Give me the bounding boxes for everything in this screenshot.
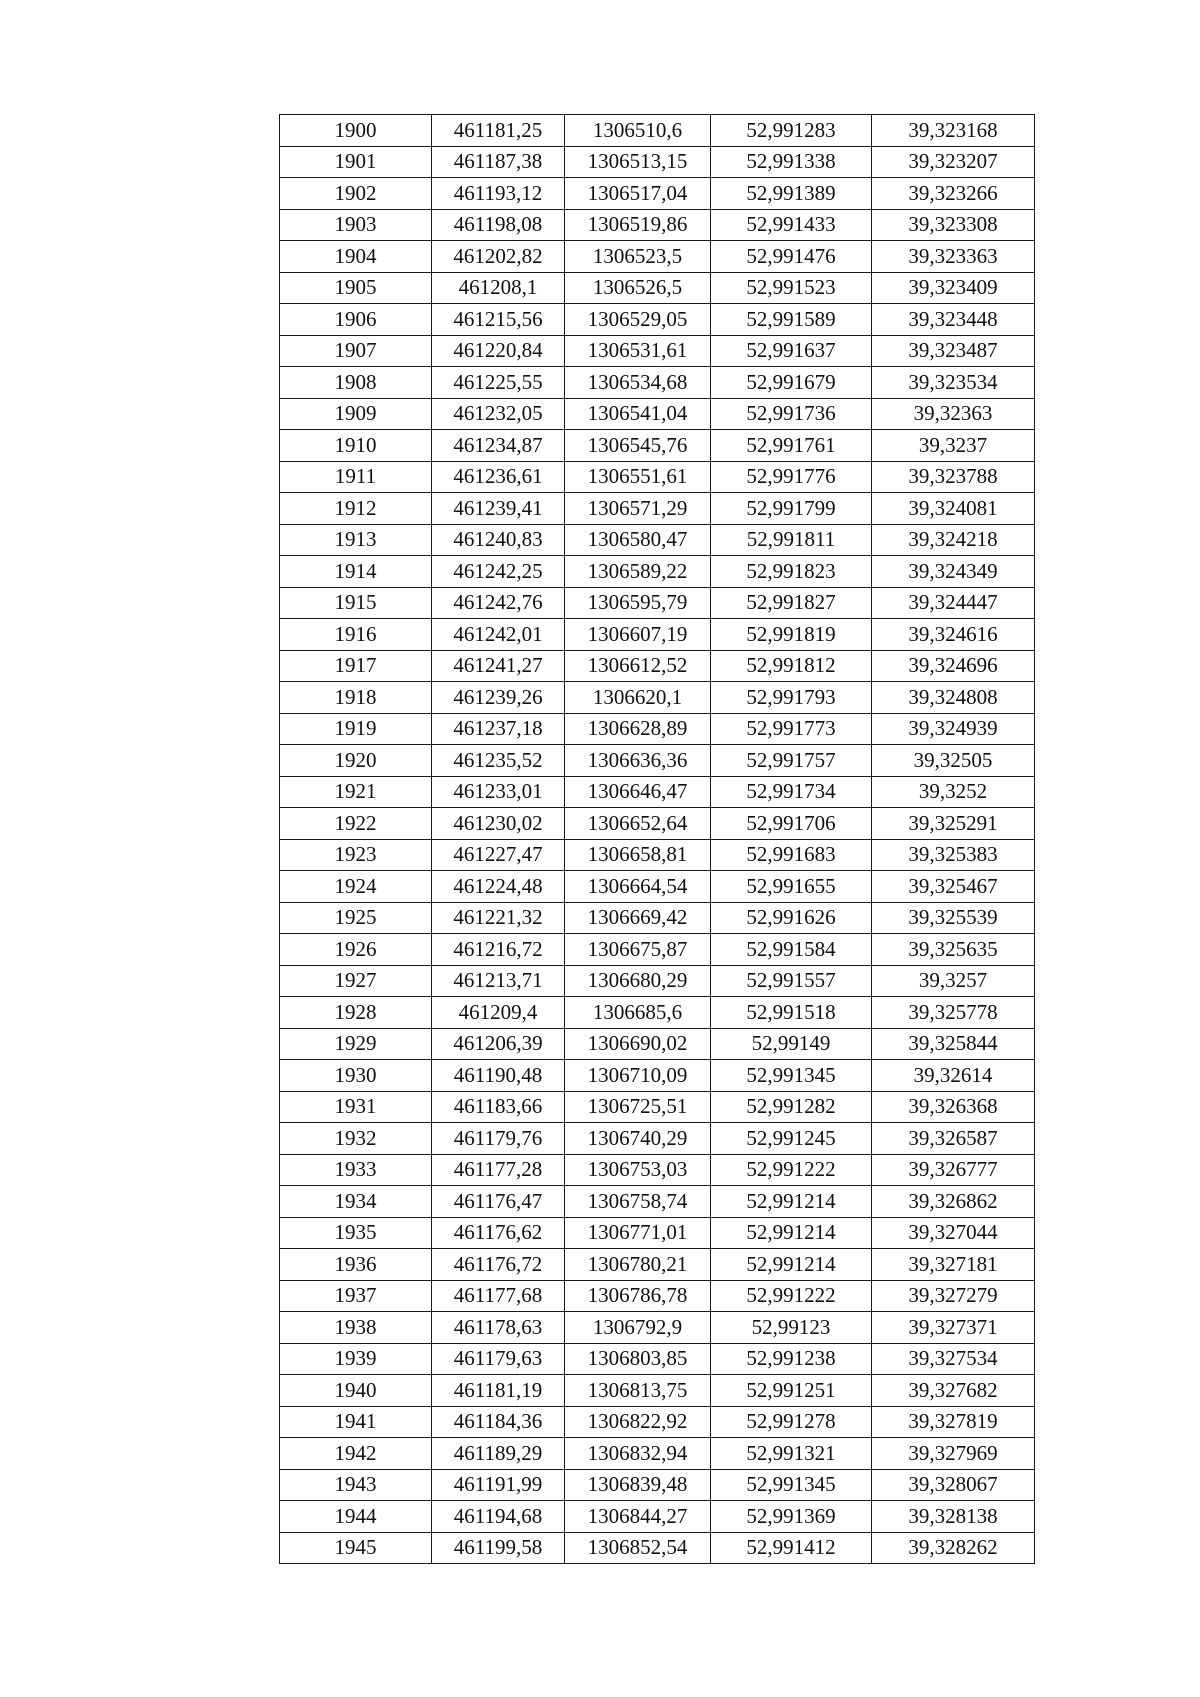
table-row xyxy=(280,209,1035,241)
y-coordinate-cell: 1306529,05 xyxy=(565,304,711,336)
table-row xyxy=(280,776,1035,808)
y-coordinate-cell: 1306753,03 xyxy=(565,1154,711,1186)
table-row xyxy=(280,1343,1035,1375)
longitude-cell: 39,323534 xyxy=(872,367,1035,399)
x-coordinate-cell: 461232,05 xyxy=(432,398,565,430)
point-number-cell: 1939 xyxy=(280,1343,432,1375)
x-coordinate-cell: 461206,39 xyxy=(432,1028,565,1060)
longitude-cell: 39,323363 xyxy=(872,241,1035,273)
latitude-cell: 52,991523 xyxy=(711,272,872,304)
point-number-cell: 1913 xyxy=(280,524,432,556)
y-coordinate-cell: 1306620,1 xyxy=(565,682,711,714)
y-coordinate-cell: 1306646,47 xyxy=(565,776,711,808)
x-coordinate-cell: 461215,56 xyxy=(432,304,565,336)
x-coordinate-cell: 461208,1 xyxy=(432,272,565,304)
point-number-cell: 1938 xyxy=(280,1312,432,1344)
x-coordinate-cell: 461209,4 xyxy=(432,997,565,1029)
point-number-cell: 1922 xyxy=(280,808,432,840)
point-number-cell: 1942 xyxy=(280,1438,432,1470)
latitude-cell: 52,991827 xyxy=(711,587,872,619)
latitude-cell: 52,991736 xyxy=(711,398,872,430)
longitude-cell: 39,327044 xyxy=(872,1217,1035,1249)
longitude-cell: 39,32505 xyxy=(872,745,1035,777)
point-number-cell: 1923 xyxy=(280,839,432,871)
point-number-cell: 1937 xyxy=(280,1280,432,1312)
x-coordinate-cell: 461176,72 xyxy=(432,1249,565,1281)
longitude-cell: 39,323788 xyxy=(872,461,1035,493)
table-row xyxy=(280,115,1035,147)
point-number-cell: 1904 xyxy=(280,241,432,273)
point-number-cell: 1924 xyxy=(280,871,432,903)
x-coordinate-cell: 461220,84 xyxy=(432,335,565,367)
longitude-cell: 39,324218 xyxy=(872,524,1035,556)
x-coordinate-cell: 461241,27 xyxy=(432,650,565,682)
x-coordinate-cell: 461191,99 xyxy=(432,1469,565,1501)
x-coordinate-cell: 461242,76 xyxy=(432,587,565,619)
x-coordinate-cell: 461198,08 xyxy=(432,209,565,241)
longitude-cell: 39,324616 xyxy=(872,619,1035,651)
x-coordinate-cell: 461242,01 xyxy=(432,619,565,651)
y-coordinate-cell: 1306786,78 xyxy=(565,1280,711,1312)
longitude-cell: 39,323487 xyxy=(872,335,1035,367)
x-coordinate-cell: 461184,36 xyxy=(432,1406,565,1438)
latitude-cell: 52,99149 xyxy=(711,1028,872,1060)
x-coordinate-cell: 461199,58 xyxy=(432,1532,565,1564)
table-row xyxy=(280,934,1035,966)
latitude-cell: 52,991238 xyxy=(711,1343,872,1375)
point-number-cell: 1945 xyxy=(280,1532,432,1564)
x-coordinate-cell: 461181,25 xyxy=(432,115,565,147)
x-coordinate-cell: 461230,02 xyxy=(432,808,565,840)
latitude-cell: 52,991412 xyxy=(711,1532,872,1564)
latitude-cell: 52,991433 xyxy=(711,209,872,241)
longitude-cell: 39,3237 xyxy=(872,430,1035,462)
latitude-cell: 52,991518 xyxy=(711,997,872,1029)
point-number-cell: 1940 xyxy=(280,1375,432,1407)
longitude-cell: 39,328067 xyxy=(872,1469,1035,1501)
latitude-cell: 52,991679 xyxy=(711,367,872,399)
x-coordinate-cell: 461193,12 xyxy=(432,178,565,210)
longitude-cell: 39,327969 xyxy=(872,1438,1035,1470)
point-number-cell: 1928 xyxy=(280,997,432,1029)
y-coordinate-cell: 1306792,9 xyxy=(565,1312,711,1344)
point-number-cell: 1943 xyxy=(280,1469,432,1501)
table-row xyxy=(280,871,1035,903)
longitude-cell: 39,327371 xyxy=(872,1312,1035,1344)
y-coordinate-cell: 1306822,92 xyxy=(565,1406,711,1438)
point-number-cell: 1911 xyxy=(280,461,432,493)
coordinates-table xyxy=(279,114,1035,1564)
y-coordinate-cell: 1306595,79 xyxy=(565,587,711,619)
x-coordinate-cell: 461177,68 xyxy=(432,1280,565,1312)
x-coordinate-cell: 461234,87 xyxy=(432,430,565,462)
x-coordinate-cell: 461178,63 xyxy=(432,1312,565,1344)
x-coordinate-cell: 461233,01 xyxy=(432,776,565,808)
point-number-cell: 1917 xyxy=(280,650,432,682)
table-row xyxy=(280,1469,1035,1501)
x-coordinate-cell: 461240,83 xyxy=(432,524,565,556)
table-row xyxy=(280,997,1035,1029)
x-coordinate-cell: 461194,68 xyxy=(432,1501,565,1533)
table-row xyxy=(280,1186,1035,1218)
latitude-cell: 52,991626 xyxy=(711,902,872,934)
table-row xyxy=(280,713,1035,745)
x-coordinate-cell: 461225,55 xyxy=(432,367,565,399)
latitude-cell: 52,991278 xyxy=(711,1406,872,1438)
point-number-cell: 1925 xyxy=(280,902,432,934)
point-number-cell: 1929 xyxy=(280,1028,432,1060)
table-row xyxy=(280,1532,1035,1564)
point-number-cell: 1910 xyxy=(280,430,432,462)
table-row xyxy=(280,1406,1035,1438)
y-coordinate-cell: 1306541,04 xyxy=(565,398,711,430)
latitude-cell: 52,991637 xyxy=(711,335,872,367)
longitude-cell: 39,324349 xyxy=(872,556,1035,588)
point-number-cell: 1908 xyxy=(280,367,432,399)
x-coordinate-cell: 461221,32 xyxy=(432,902,565,934)
x-coordinate-cell: 461239,41 xyxy=(432,493,565,525)
table-row xyxy=(280,272,1035,304)
longitude-cell: 39,324808 xyxy=(872,682,1035,714)
x-coordinate-cell: 461236,61 xyxy=(432,461,565,493)
x-coordinate-cell: 461177,28 xyxy=(432,1154,565,1186)
y-coordinate-cell: 1306690,02 xyxy=(565,1028,711,1060)
longitude-cell: 39,325291 xyxy=(872,808,1035,840)
longitude-cell: 39,32614 xyxy=(872,1060,1035,1092)
longitude-cell: 39,327534 xyxy=(872,1343,1035,1375)
x-coordinate-cell: 461216,72 xyxy=(432,934,565,966)
y-coordinate-cell: 1306664,54 xyxy=(565,871,711,903)
table-row xyxy=(280,1501,1035,1533)
y-coordinate-cell: 1306680,29 xyxy=(565,965,711,997)
longitude-cell: 39,323207 xyxy=(872,146,1035,178)
y-coordinate-cell: 1306628,89 xyxy=(565,713,711,745)
longitude-cell: 39,3252 xyxy=(872,776,1035,808)
y-coordinate-cell: 1306519,86 xyxy=(565,209,711,241)
table-row xyxy=(280,745,1035,777)
y-coordinate-cell: 1306710,09 xyxy=(565,1060,711,1092)
x-coordinate-cell: 461227,47 xyxy=(432,839,565,871)
latitude-cell: 52,991214 xyxy=(711,1186,872,1218)
longitude-cell: 39,324447 xyxy=(872,587,1035,619)
latitude-cell: 52,991251 xyxy=(711,1375,872,1407)
y-coordinate-cell: 1306534,68 xyxy=(565,367,711,399)
latitude-cell: 52,99123 xyxy=(711,1312,872,1344)
latitude-cell: 52,991338 xyxy=(711,146,872,178)
y-coordinate-cell: 1306832,94 xyxy=(565,1438,711,1470)
x-coordinate-cell: 461181,19 xyxy=(432,1375,565,1407)
x-coordinate-cell: 461176,47 xyxy=(432,1186,565,1218)
latitude-cell: 52,991321 xyxy=(711,1438,872,1470)
x-coordinate-cell: 461187,38 xyxy=(432,146,565,178)
latitude-cell: 52,991283 xyxy=(711,115,872,147)
table-row xyxy=(280,682,1035,714)
table-row xyxy=(280,1154,1035,1186)
longitude-cell: 39,328262 xyxy=(872,1532,1035,1564)
y-coordinate-cell: 1306523,5 xyxy=(565,241,711,273)
longitude-cell: 39,324696 xyxy=(872,650,1035,682)
table-row xyxy=(280,1123,1035,1155)
y-coordinate-cell: 1306758,74 xyxy=(565,1186,711,1218)
coordinates-table-body xyxy=(280,115,1035,1564)
latitude-cell: 52,991706 xyxy=(711,808,872,840)
point-number-cell: 1931 xyxy=(280,1091,432,1123)
point-number-cell: 1906 xyxy=(280,304,432,336)
y-coordinate-cell: 1306725,51 xyxy=(565,1091,711,1123)
point-number-cell: 1900 xyxy=(280,115,432,147)
y-coordinate-cell: 1306510,6 xyxy=(565,115,711,147)
latitude-cell: 52,991773 xyxy=(711,713,872,745)
latitude-cell: 52,991793 xyxy=(711,682,872,714)
x-coordinate-cell: 461202,82 xyxy=(432,241,565,273)
table-row xyxy=(280,839,1035,871)
y-coordinate-cell: 1306589,22 xyxy=(565,556,711,588)
latitude-cell: 52,991345 xyxy=(711,1469,872,1501)
y-coordinate-cell: 1306636,36 xyxy=(565,745,711,777)
longitude-cell: 39,325383 xyxy=(872,839,1035,871)
y-coordinate-cell: 1306612,52 xyxy=(565,650,711,682)
y-coordinate-cell: 1306669,42 xyxy=(565,902,711,934)
y-coordinate-cell: 1306803,85 xyxy=(565,1343,711,1375)
table-row xyxy=(280,965,1035,997)
longitude-cell: 39,325778 xyxy=(872,997,1035,1029)
latitude-cell: 52,991761 xyxy=(711,430,872,462)
point-number-cell: 1901 xyxy=(280,146,432,178)
table-row xyxy=(280,1280,1035,1312)
longitude-cell: 39,326587 xyxy=(872,1123,1035,1155)
y-coordinate-cell: 1306675,87 xyxy=(565,934,711,966)
longitude-cell: 39,3257 xyxy=(872,965,1035,997)
table-row xyxy=(280,556,1035,588)
y-coordinate-cell: 1306813,75 xyxy=(565,1375,711,1407)
y-coordinate-cell: 1306513,15 xyxy=(565,146,711,178)
longitude-cell: 39,326862 xyxy=(872,1186,1035,1218)
y-coordinate-cell: 1306780,21 xyxy=(565,1249,711,1281)
point-number-cell: 1935 xyxy=(280,1217,432,1249)
table-row xyxy=(280,493,1035,525)
table-row xyxy=(280,367,1035,399)
table-row xyxy=(280,1249,1035,1281)
latitude-cell: 52,991812 xyxy=(711,650,872,682)
x-coordinate-cell: 461237,18 xyxy=(432,713,565,745)
latitude-cell: 52,991823 xyxy=(711,556,872,588)
point-number-cell: 1926 xyxy=(280,934,432,966)
y-coordinate-cell: 1306658,81 xyxy=(565,839,711,871)
latitude-cell: 52,991757 xyxy=(711,745,872,777)
table-row xyxy=(280,1091,1035,1123)
longitude-cell: 39,325844 xyxy=(872,1028,1035,1060)
x-coordinate-cell: 461235,52 xyxy=(432,745,565,777)
latitude-cell: 52,991811 xyxy=(711,524,872,556)
y-coordinate-cell: 1306607,19 xyxy=(565,619,711,651)
point-number-cell: 1920 xyxy=(280,745,432,777)
x-coordinate-cell: 461176,62 xyxy=(432,1217,565,1249)
latitude-cell: 52,991584 xyxy=(711,934,872,966)
longitude-cell: 39,327279 xyxy=(872,1280,1035,1312)
longitude-cell: 39,32363 xyxy=(872,398,1035,430)
latitude-cell: 52,991819 xyxy=(711,619,872,651)
table-row xyxy=(280,1028,1035,1060)
point-number-cell: 1915 xyxy=(280,587,432,619)
x-coordinate-cell: 461242,25 xyxy=(432,556,565,588)
x-coordinate-cell: 461190,48 xyxy=(432,1060,565,1092)
point-number-cell: 1918 xyxy=(280,682,432,714)
latitude-cell: 52,991734 xyxy=(711,776,872,808)
y-coordinate-cell: 1306517,04 xyxy=(565,178,711,210)
table-row xyxy=(280,461,1035,493)
table-row xyxy=(280,304,1035,336)
point-number-cell: 1934 xyxy=(280,1186,432,1218)
longitude-cell: 39,324081 xyxy=(872,493,1035,525)
point-number-cell: 1909 xyxy=(280,398,432,430)
table-row xyxy=(280,902,1035,934)
latitude-cell: 52,991557 xyxy=(711,965,872,997)
longitude-cell: 39,323448 xyxy=(872,304,1035,336)
point-number-cell: 1933 xyxy=(280,1154,432,1186)
y-coordinate-cell: 1306844,27 xyxy=(565,1501,711,1533)
latitude-cell: 52,991389 xyxy=(711,178,872,210)
point-number-cell: 1932 xyxy=(280,1123,432,1155)
table-row xyxy=(280,146,1035,178)
latitude-cell: 52,991222 xyxy=(711,1280,872,1312)
table-row xyxy=(280,524,1035,556)
longitude-cell: 39,325635 xyxy=(872,934,1035,966)
x-coordinate-cell: 461213,71 xyxy=(432,965,565,997)
y-coordinate-cell: 1306571,29 xyxy=(565,493,711,525)
latitude-cell: 52,991222 xyxy=(711,1154,872,1186)
table-row xyxy=(280,398,1035,430)
point-number-cell: 1936 xyxy=(280,1249,432,1281)
latitude-cell: 52,991799 xyxy=(711,493,872,525)
point-number-cell: 1914 xyxy=(280,556,432,588)
table-row xyxy=(280,1375,1035,1407)
table-row xyxy=(280,1060,1035,1092)
x-coordinate-cell: 461224,48 xyxy=(432,871,565,903)
x-coordinate-cell: 461189,29 xyxy=(432,1438,565,1470)
latitude-cell: 52,991655 xyxy=(711,871,872,903)
y-coordinate-cell: 1306771,01 xyxy=(565,1217,711,1249)
latitude-cell: 52,991589 xyxy=(711,304,872,336)
longitude-cell: 39,326777 xyxy=(872,1154,1035,1186)
point-number-cell: 1941 xyxy=(280,1406,432,1438)
y-coordinate-cell: 1306685,6 xyxy=(565,997,711,1029)
latitude-cell: 52,991282 xyxy=(711,1091,872,1123)
longitude-cell: 39,323409 xyxy=(872,272,1035,304)
y-coordinate-cell: 1306545,76 xyxy=(565,430,711,462)
point-number-cell: 1944 xyxy=(280,1501,432,1533)
table-row xyxy=(280,1312,1035,1344)
point-number-cell: 1927 xyxy=(280,965,432,997)
point-number-cell: 1905 xyxy=(280,272,432,304)
latitude-cell: 52,991476 xyxy=(711,241,872,273)
longitude-cell: 39,327682 xyxy=(872,1375,1035,1407)
longitude-cell: 39,324939 xyxy=(872,713,1035,745)
latitude-cell: 52,991369 xyxy=(711,1501,872,1533)
latitude-cell: 52,991214 xyxy=(711,1217,872,1249)
y-coordinate-cell: 1306852,54 xyxy=(565,1532,711,1564)
y-coordinate-cell: 1306531,61 xyxy=(565,335,711,367)
latitude-cell: 52,991345 xyxy=(711,1060,872,1092)
longitude-cell: 39,323308 xyxy=(872,209,1035,241)
table-row xyxy=(280,650,1035,682)
longitude-cell: 39,327181 xyxy=(872,1249,1035,1281)
table-row xyxy=(280,619,1035,651)
table-row xyxy=(280,430,1035,462)
latitude-cell: 52,991683 xyxy=(711,839,872,871)
table-row xyxy=(280,335,1035,367)
latitude-cell: 52,991214 xyxy=(711,1249,872,1281)
y-coordinate-cell: 1306652,64 xyxy=(565,808,711,840)
x-coordinate-cell: 461183,66 xyxy=(432,1091,565,1123)
table-row xyxy=(280,178,1035,210)
longitude-cell: 39,327819 xyxy=(872,1406,1035,1438)
table-row xyxy=(280,1217,1035,1249)
point-number-cell: 1907 xyxy=(280,335,432,367)
longitude-cell: 39,326368 xyxy=(872,1091,1035,1123)
y-coordinate-cell: 1306740,29 xyxy=(565,1123,711,1155)
y-coordinate-cell: 1306551,61 xyxy=(565,461,711,493)
table-row xyxy=(280,808,1035,840)
point-number-cell: 1916 xyxy=(280,619,432,651)
point-number-cell: 1912 xyxy=(280,493,432,525)
point-number-cell: 1903 xyxy=(280,209,432,241)
longitude-cell: 39,328138 xyxy=(872,1501,1035,1533)
point-number-cell: 1919 xyxy=(280,713,432,745)
latitude-cell: 52,991776 xyxy=(711,461,872,493)
longitude-cell: 39,323266 xyxy=(872,178,1035,210)
x-coordinate-cell: 461239,26 xyxy=(432,682,565,714)
table-row xyxy=(280,587,1035,619)
y-coordinate-cell: 1306526,5 xyxy=(565,272,711,304)
x-coordinate-cell: 461179,63 xyxy=(432,1343,565,1375)
table-row xyxy=(280,1438,1035,1470)
y-coordinate-cell: 1306580,47 xyxy=(565,524,711,556)
point-number-cell: 1902 xyxy=(280,178,432,210)
latitude-cell: 52,991245 xyxy=(711,1123,872,1155)
point-number-cell: 1930 xyxy=(280,1060,432,1092)
longitude-cell: 39,325539 xyxy=(872,902,1035,934)
table-row xyxy=(280,241,1035,273)
y-coordinate-cell: 1306839,48 xyxy=(565,1469,711,1501)
longitude-cell: 39,323168 xyxy=(872,115,1035,147)
x-coordinate-cell: 461179,76 xyxy=(432,1123,565,1155)
point-number-cell: 1921 xyxy=(280,776,432,808)
longitude-cell: 39,325467 xyxy=(872,871,1035,903)
